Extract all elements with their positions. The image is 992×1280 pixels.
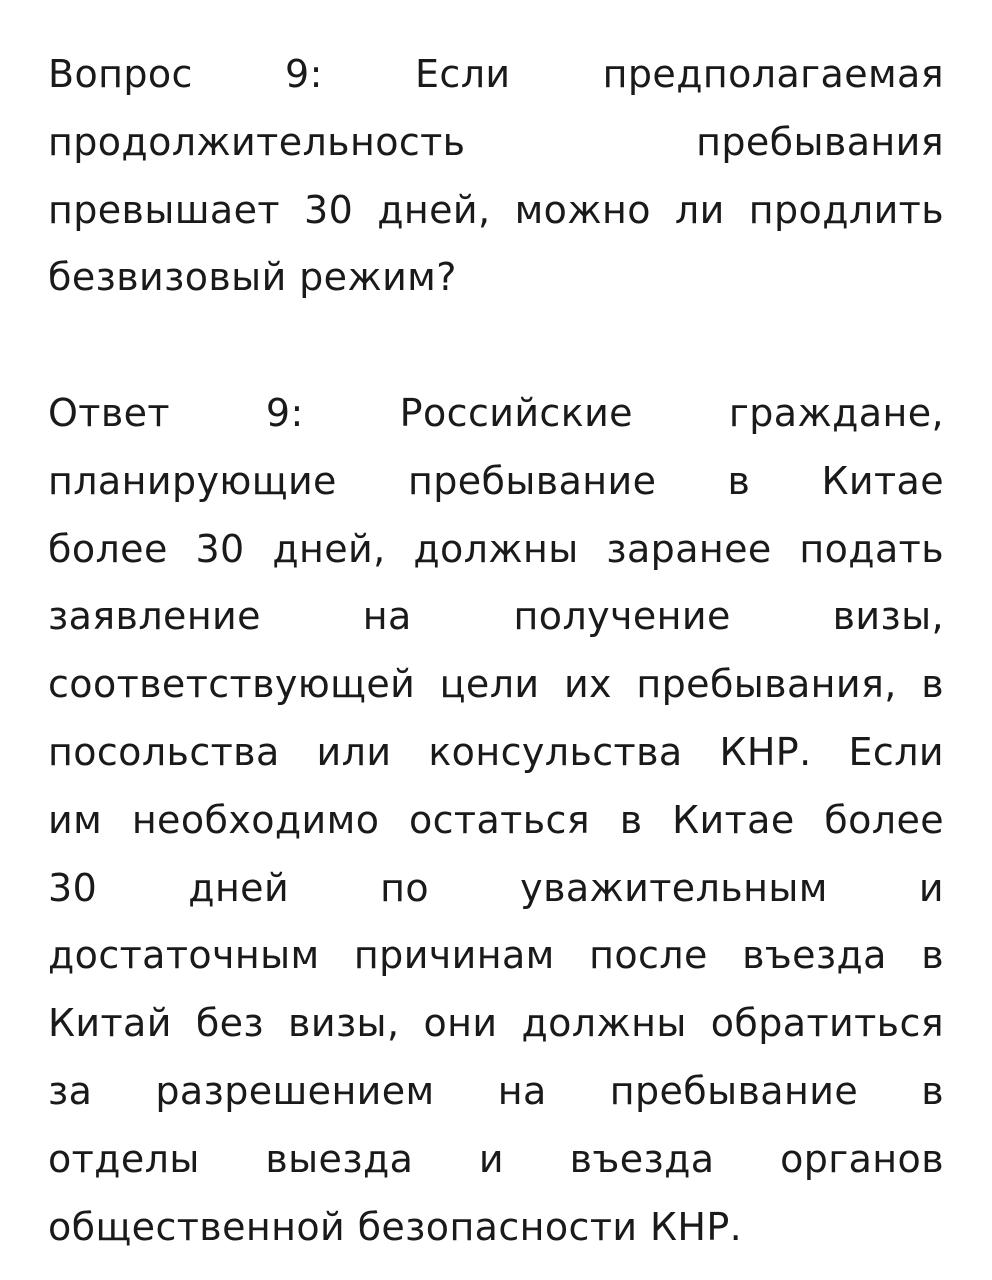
answer-line: достаточным причинам после въезда в (48, 933, 944, 978)
question-line: продолжительность пребывания (48, 119, 944, 164)
answer-line: планирующие пребывание в Китае (48, 458, 944, 503)
answer-line: соответствующей цели их пребывания, в (48, 662, 944, 707)
question-line: Вопрос 9: Если предполагаемая (48, 52, 944, 96)
answer-line: Китай без визы, они должны обратиться (48, 1001, 944, 1046)
answer-line: более 30 дней, должны заранее подать (48, 526, 944, 571)
question-line: превышает 30 дней, можно ли продлить (48, 187, 944, 232)
question-paragraph (48, 41, 944, 312)
answer-line: заявление на получение визы, (48, 594, 944, 639)
answer-line: им необходимо остаться в Китае более (48, 797, 944, 842)
document-body (48, 41, 944, 1261)
answer-line: отделы выезда и въезда органов (48, 1136, 944, 1181)
answer-line: посольства или консульства КНР. Если (48, 729, 944, 774)
answer-line: общественной безопасности КНР. (48, 1204, 743, 1249)
paragraph-gap (48, 312, 944, 380)
answer-line: Ответ 9: Российские граждане, (48, 390, 944, 435)
answer-paragraph (48, 380, 944, 1261)
question-line: безвизовый режим? (48, 255, 457, 300)
answer-line: 30 дней по уважительным и (48, 865, 944, 910)
answer-line: за разрешением на пребывание в (48, 1068, 944, 1113)
